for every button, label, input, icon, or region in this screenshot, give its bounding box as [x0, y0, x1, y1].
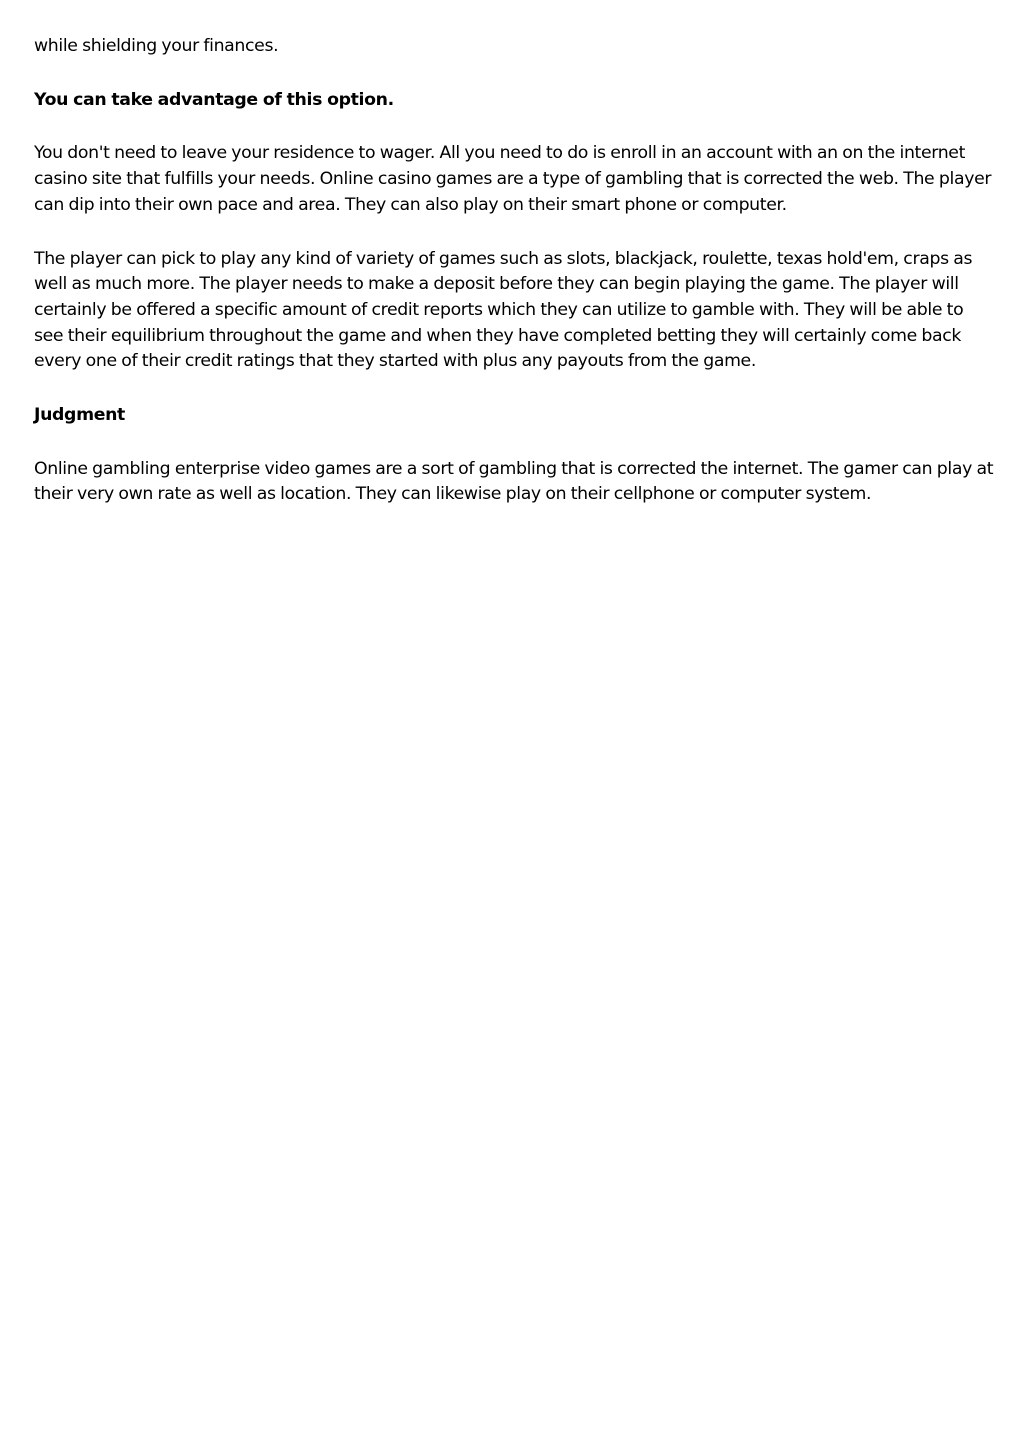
paragraph-judgment-body: Online gambling enterprise video games are a sort of gambling that is corrected the internet. The gamer can play at their very own rate as well as location. They can likewise play on their cellphone or computer system. — [34, 458, 994, 505]
paragraph-game-variety: The player can pick to play any kind of variety of games such as slots, blackjack, roulette, texas hold'em, craps as well as much more. The player needs to make a deposit before they can begin playing the game. The player will certainly be offered a specific amount of credit reports which they can utilize to gamble with. They will be able to see their equilibrium throughout the game and when they have completed betting they will certainly come back every one of their credit ratings that they started with plus any payouts from the game. — [34, 248, 973, 372]
heading-advantage: You can take advantage of this option. — [34, 89, 394, 110]
heading-judgment: Judgment — [34, 405, 125, 426]
paragraph-intro-continuation: while shielding your finances. — [34, 36, 279, 56]
paragraph-wager-from-home: You don't need to leave your residence to wager. All you need to do is enroll in an account with an on the internet casino site that fulfills your needs. Online casino games are a type of gambling that is corrected the web. The player can dip into their own pace and area. They can also play on their smart phone or computer. — [34, 143, 992, 215]
document-page — [34, 34, 994, 536]
